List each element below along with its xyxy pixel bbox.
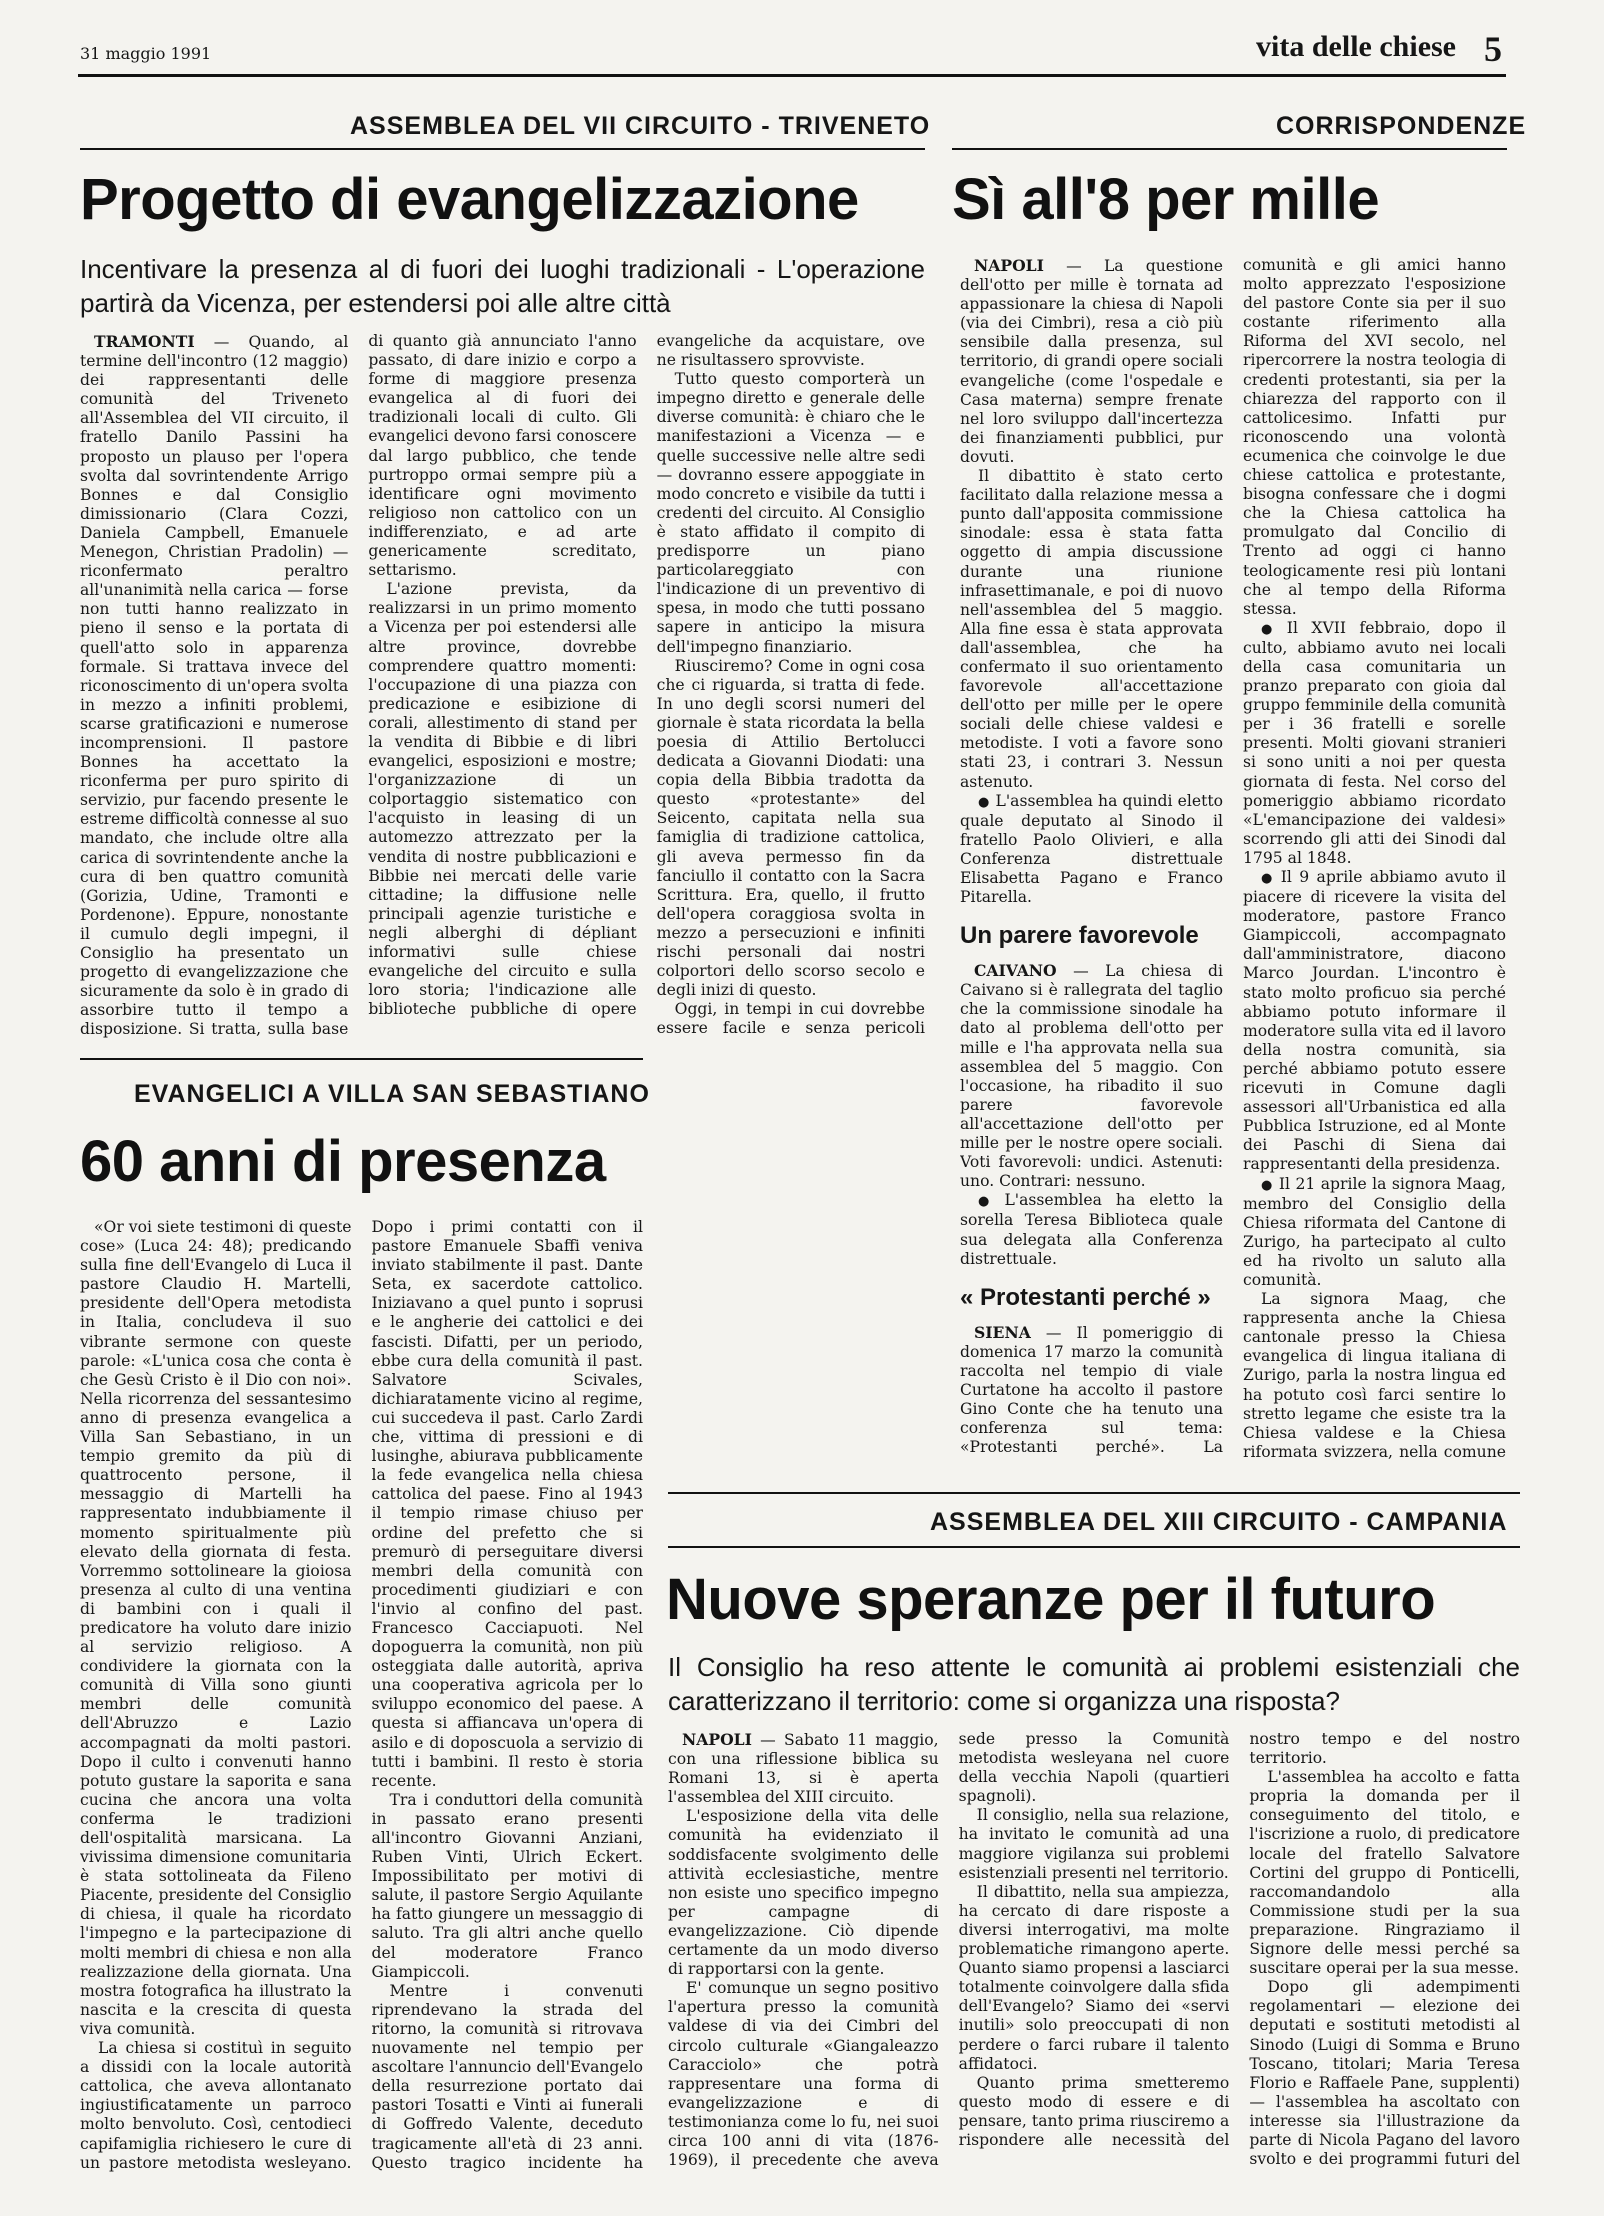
article2-location: NAPOLI <box>974 256 1044 275</box>
bullet-icon: ● <box>978 794 990 810</box>
article4-paragraph: Il consiglio, nella sua relazione, ha invitato le comunità ad una maggiore vigilanza sui problemi esistenziali presenti nel territorio. <box>958 1806 1230 1882</box>
article1-paragraph: Tutto questo comporterà un impegno diretto e generale delle diverse comunità: è chiaro che le manifestazioni a Vicenza — e quelle successive nelle altre sedi — dovranno essere appoggiate in modo concreto e visibile da tutti i credenti del circuito. Al Consiglio è stato affidato il compito di predisporre un piano particolareggiato con l'indicazione di un preventivo di spesa, in modo che tutti possano sapere in anticipo la misura dell'impegno finanziario. <box>656 370 925 656</box>
article2-kicker: CORRISPONDENZE <box>1276 112 1527 140</box>
header-rule <box>78 74 1506 77</box>
article2-sub1-location: CAIVANO <box>974 961 1057 981</box>
article2-paragraph: NAPOLI — La questione dell'otto per mille è tornata ad appassionare la chiesa di Napoli (via dei Cimbri), resa a ciò più sensibile dalla presenza, sul territorio, di grandi opere sociali evangeliche (come l'ospedale e Casa materna) sempre frenate nel loro sviluppo dall'incertezza dei finanziamenti pubblici, pur dovuti. <box>960 256 1223 466</box>
article2-sub1-heading: Un parere favorevole <box>960 922 1199 950</box>
article3-paragraph: Mentre i convenuti riprendevano la strada del ritorno, la comunità si ritrovava nuovamente nel tempio per ascoltare l'annuncio dell'Evangelo della resurrezione portato dai pastori Tosatti e Vinti ai funerali di Goffredo Valente, deceduto tragicamente all'età di 23 anni. Questo tragico incidente ha <box>371 1981 643 2172</box>
bullet-icon: ● <box>1261 621 1281 637</box>
bullet-icon: ● <box>1261 1177 1273 1193</box>
article1-kicker: ASSEMBLEA DEL VII CIRCUITO - TRIVENETO <box>350 112 931 140</box>
article2-paragraph: ● L'assemblea ha quindi eletto quale deputato al Sinodo il fratello Paolo Olivieri, e alla Conferenza distrettuale Elisabetta Pagano e Franco Pitarella. <box>960 791 1223 907</box>
article2-title: Sì all'8 per mille <box>952 167 1380 232</box>
article2-sub2-paragraph: ● Il 21 aprile la signora Maag, membro del Consiglio della Chiesa riformata del Cantone di Zurigo, ha partecipato al culto ed ha rivolto un saluto alla comunità. <box>1243 1174 1506 1289</box>
article2-sub1-paragraph: ● L'assemblea ha eletto la sorella Teresa Biblioteca quale sua delegata alla Conferenza distrettuale. <box>960 1191 1223 1268</box>
article2-sub2-location: SIENA <box>974 1322 1031 1342</box>
article3-title: 60 anni di presenza <box>80 1129 606 1194</box>
article1-paragraph: Oggi, in tempi in cui dovrebbe essere facile e senza pericoli <box>656 1000 925 1038</box>
article4-subtitle: Il Consiglio ha reso attente le comunità ai problemi esistenziali che caratterizzano il territorio: come si organizza una risposta? <box>668 1652 1520 1716</box>
article4-paragraph: Il dibattito, nella sua ampiezza, ha cercato di dare risposte a diversi interrogativi, ma molte problematiche rimangono aperte. Quanto siamo propensi a lasciarci totalmente coinvolgere dalla sfida dell'Evangelo? Siamo dei «servi inutili» solo preoccupati di non perdere o farci rubare il talento affidatoci. <box>958 1882 1230 2073</box>
article1-subtitle: Incentivare la presenza al di fuori dei luoghi tradizionali - L'operazione partirà da Vicenza, per estendersi poi alle altre città <box>80 254 925 318</box>
article4-title: Nuove speranze per il futuro <box>666 1567 1436 1632</box>
article2-sub2-paragraph: ● Il XVII febbraio, dopo il culto, abbiamo avuto nei locali della casa comunitaria un pranzo preparato con gioia dal gruppo femminile della comunità per i 36 fratelli e sorelle presenti. Molti giovani stranieri si sono uniti a noi per questa giornata di festa. Nel corso del pomeriggio abbiamo ricordato «L'emancipazione dei valdesi» scorrendo gli atti dei Sinodi dal 1795 al 1848. <box>1243 618 1506 867</box>
article4-paragraph: NAPOLI — Sabato 11 maggio, con una riflessione biblica su Romani 13, si è aperta l'assemblea del XIII circuito. <box>668 1730 939 1807</box>
article1-paragraph: Riusciremo? Come in ogni cosa che ci riguarda, si tratta di fede. In uno degli scorsi numeri del giornale è stata ricordata la bella poesia di Attilio Bertolucci dedicata a Giovanni Diodati: una copia della Bibbia tradotta da questo «protestante» del Seicento, capitata nella sua famiglia di tradizione cattolica, gli aveva permesso fin da fanciullo il contatto con la Sacra Scrittura. Era, quello, il frutto dell'opera coraggiosa svolta in mezzo a persecuzioni e infiniti rischi personali dai nostri colportori dello scorso secolo e degli inizi di questo. <box>656 656 925 1000</box>
article4-kicker: ASSEMBLEA DEL XIII CIRCUITO - CAMPANIA <box>930 1508 1508 1536</box>
bullet-icon: ● <box>1261 871 1275 886</box>
article4-paragraph: L'assemblea ha accolto e fatta propria la domanda per il conseguimento del titolo, e l'iscrizione a ruolo, di predicatore locale del fratello Salvatore Cortini del gruppo di Ponticelli, raccomandandolo alla Commissione studi per la sua preparazione. Ringraziamo il Signore delle messi perché sa suscitare operai per la sua messe. <box>1249 1768 1520 1978</box>
article2-kicker-rule <box>952 148 1507 150</box>
article1-paragraph: L'azione prevista, da realizzarsi in un primo momento a Vicenza per poi estendersi alle altre province, dovrebbe comprendere quattro momenti: l'occupazione di una piazza con predicazione e esibizione di corali, allestimento di stand per la vendita di Bibbie e di libri evangelici, esposizioni e mostre; l'organizzazione di un colportaggio sistematico con l'acquisto in leasing di un automezzo attrezzato per la vendita di nostre pubblicazioni e Bibbie nei mercati delle varie cittadine; la diffusione nelle principali agenzie turistiche e negli alberghi di dépliant informativi sulle chiese evangeliche del circuito e sulla loro storia; l'indicazione alle biblioteche pubbliche di opere evangeliche da acquistare, ove ne risultassero sprovviste. <box>368 332 925 1019</box>
article1-title: Progetto di evangelizzazione <box>80 167 859 232</box>
article1-paragraph: TRAMONTI — Quando, al termine dell'incontro (12 maggio) dei rappresentanti delle comunità del Triveneto all'Assemblea del VII circuito, il fratello Danilo Passini ha proposto un plauso per l'opera svolta dal sovrintendente Arrigo Bonnes e dal Consiglio dimissionario (Clara Cozzi, Daniela Campbell, Emanuele Menegon, Christian Pradolin) — riconfermato peraltro all'unanimità nella carica — forse non tutti hanno realizzato in pieno il senso e la portata di quell'atto solo in apparenza formale. Si trattava invece del riconoscimento di un'opera svolta in mezzo a infiniti problemi, scarse gratificazioni e numerose incomprensioni. Il pastore Bonnes ha accettato la riconferma per puro spirito di servizio, pur facendo presente le estreme difficoltà connesse al suo mandato, che include oltre alla carica di sovrintendente anche la cura di ben quattro comunità (Gorizia, Udine, Tramonti e Pordenone). Eppure, nonostante il cumulo degli impegni, il Consiglio ha presentato un progetto di evangelizzazione che sicuramente da solo è in grado di assorbire tutto il tempo a disposizione. Si tratta, sulla base di quanto già annunciato l'anno passato, di dare inizio e corpo a forme di maggiore presenza evangelica al di fuori dei tradizionali locali di culto. Gli evangelici devono farsi conoscere dal largo pubblico, che tende purtroppo ormai sempre più a identificare ogni movimento religioso non cattolico con un indifferenziato, e ad arte genericamente screditato, settarismo. <box>80 332 637 1039</box>
article3-paragraph: Tra i conduttori della comunità in passato erano presenti all'incontro Giovanni Anziani, Ruben Vinti, Ulrich Eckert. Impossibilitato per motivi di salute, il pastore Sergio Aquilante ha fatto giungere un messaggio di saluto. Tra gli altri anche quello del moderatore Franco Giampiccoli. <box>371 1790 643 1981</box>
article2-paragraph: Il dibattito è stato certo facilitato dalla relazione messa a punto dall'apposita commissione sinodale: essa è stata fatta oggetto di ampia discussione durante una riunione infrasettimanale, e poi di nuovo nell'assemblea del 5 maggio. Alla fine essa è stata approvata dall'assemblea, che ha confermato il suo orientamento favorevole all'accettazione dell'otto per mille per le opere sociali delle chiese valdesi e metodiste. I voti a favore sono stati 23, i contrari 3. Nessun astenuto. <box>960 467 1223 791</box>
article2-sub2-paragraph: ● Il 9 aprile abbiamo avuto il piacere di ricevere la visita del moderatore, pastore Franco Giampiccoli, accompagnato dall'amministratore, diacono Marco Jourdan. L'incontro è stato molto proficuo sia perché abbiamo potuto informare il moderatore sulla vita ed il lavoro della nostra comunità, sia perché abbiamo potuto essere ricevuti in Comune dagli assessori all'Urbanistica ed alla Pubblica Istruzione, ed al Monte dei Paschi di Siena dai rappresentanti della presidenza. <box>1243 868 1506 1174</box>
article4-paragraph: Dopo gli adempimenti regolamentari — elezione dei deputati e sostituti metodisti al Sinodo (Luigi di Somma e Bruno Toscano, titolari; Maria Teresa Florio e Raffaele Pane, supplenti) — l'assemblea ha ascoltato con interesse sia l'illustrazione da parte di Nicola Pagano del lavoro svolto e dei programmi futuri del <box>1249 1978 1520 2169</box>
article4-kicker-rule <box>668 1546 1520 1548</box>
article2-body <box>960 256 1506 1468</box>
article2-sub2-paragraph: La signora Maag, che rappresenta anche la Chiesa cantonale presso la Chiesa evangelica di lingua italiana di Zurigo, parla la nostra lingua ed ha potuto così farci sentire lo stretto legame che esiste tra la Chiesa valdese e la Chiesa riformata svizzera, nella comune <box>1243 1290 1506 1461</box>
article4-body <box>668 1730 1520 2188</box>
article3-top-rule <box>80 1058 643 1060</box>
article2-sub2-heading: « Protestanti perché » <box>960 1283 1211 1311</box>
section-title: vita delle chiese <box>1256 30 1456 63</box>
article4-location: NAPOLI <box>682 1730 752 1749</box>
article3-paragraph: «Or voi siete testimoni di queste cose» (Luca 24: 48); predicando sulla fine dell'Evangelo di Luca il pastore Claudio H. Martelli, presidente dell'Opera metodista in Italia, concludeva il suo vibrante sermone con queste parole: «L'unica cosa che conta è che Gesù Cristo è il Dio con noi». Nella ricorrenza del sessantesimo anno di presenza evangelica a Villa San Sebastiano, in un tempio gremito da più di quattrocento persone, il messaggio di Martelli ha rappresentato indubbiamente il momento spiritualmente più elevato della giornata di festa. Vorremmo sottolineare la gioiosa presenza al culto di una ventina di bambini con i quali il predicatore ha voluto dare inizio al servizio religioso. A condividere la giornata con la comunità di Villa sono giunti membri delle comunità dell'Abruzzo e Lazio accompagnati da molti pastori. Dopo il culto i convenuti hanno potuto gustare la saporita e sana cucina che ancora una volta conferma le tradizioni dell'ospitalità marsicana. La vivissima dimensione comunitaria è stata sottolineata da Fileno Piacente, presidente del Consiglio di chiesa, il quale ha ricordato l'impegno e la partecipazione di molti membri di chiesa e non alla realizzazione della giornata. Una mostra fotografica ha illustrato la nascita e la crescita di questa viva comunità. <box>80 1218 352 2038</box>
article2-sub2-paragraph: SIENA — Il pomeriggio di domenica 17 marzo la comunità raccolta nel tempio di viale Curtatone ha accolto il pastore Gino Conte che ha tenuto una conferenza sul tema: «Protestanti perché». La comunità e gli amici hanno molto apprezzato l'esposizione del pastore Conte sia per il suo costante riferimento alla Riforma del XVI secolo, nel ripercorrere la nostra teologia di credenti protestanti, sia per la chiarezza del rapporto con il cattolicesimo. Infatti pur riconoscendo una volontà ecumenica che coinvolge le due chiese cattolica e protestante, bisogna confessare che i dogmi che la Chiesa cattolica ha promulgato dal Concilio di Trento ad oggi ci hanno teologicamente resi più lontani che al tempo della Riforma stessa. <box>960 256 1506 1457</box>
page-number: 5 <box>1484 29 1502 69</box>
article4-paragraph: E' comunque un segno positivo l'apertura presso la comunità valdese di via dei Cimbri del circolo culturale «Giangaleazzo Caracciolo» che potrà rappresentare una forma di evangelizzazione e di testimonianza come lo fu, nei suoi circa 100 anni di vita (1876-1969), il precedente che aveva sede presso la Comunità metodista wesleyana nel cuore della vecchia Napoli (quartieri spagnoli). <box>668 1730 1230 2170</box>
issue-date: 31 maggio 1991 <box>80 44 212 63</box>
article4-paragraph: Quanto prima smetteremo questo modo di essere e di pensare, tanto prima riusciremo a rispondere alle necessità del nostro tempo e del nostro territorio. <box>958 1730 1520 2149</box>
article1-body <box>80 332 925 1042</box>
article1-location: TRAMONTI <box>94 332 195 351</box>
article4-paragraph: L'esposizione della vita delle comunità ha evidenziato il soddisfacente svolgimento delle attività ecclesiastiche, mentre non esiste uno specifico impegno per campagne di evangelizzazione. Ciò dipende certamente da un modo diverso di rapportarsi con la gente. <box>668 1807 939 1979</box>
article3-kicker: EVANGELICI A VILLA SAN SEBASTIANO <box>134 1080 650 1108</box>
article3-paragraph: La chiesa si costituì in seguito a dissidi con la locale autorità cattolica, che aveva allontanato ingiustificatamente un parroco molto benvoluto. Così, centodieci capifamiglia richiesero le cure di un pastore metodista wesleyano. Dopo i primi contatti con il pastore Emanuele Sbaffi veniva inviato stabilmente il past. Dante Seta, ex sacerdote cattolico. Iniziavano a quel punto i soprusi e le angherie dei cattolici e dei fascisti. Difatti, per un periodo, ebbe cura della comunità il past. Salvatore Scivales, dichiaratamente vicino al regime, cui succedeva il past. Carlo Zardi che, vittima di pressioni e di lusinghe, abiurava pubblicamente la fede evangelica nella chiesa cattolica del paese. Fino al 1943 il tempio rimase chiuso per ordine del prefetto che si premurò di perseguitare diversi membri della comunità con procedimenti giudiziari e con l'invio al confino del past. Francesco Cacciapuoti. Nel dopoguerra la comunità, non più osteggiata dalle autorità, apriva una cooperativa agricola per lo sviluppo economico del paese. A questa si affiancava un'opera di asilo e di doposcuola a servizio di tutti i bambini. Il resto è storia recente. <box>80 1218 643 2172</box>
article3-body <box>80 1218 643 2188</box>
article2-sub1-paragraph: CAIVANO — La chiesa di Caivano si è rallegrata del taglio che la commissione sinodale ha dato al problema dell'otto per mille e l'ha approvata nella sua assemblea del 5 maggio. Con l'occasione, ha ribadito il suo parere favorevole all'accettazione dell'otto per mille per le nostre opere sociali. Voti favorevoli: undici. Astenuti: uno. Contrari: nessuno. <box>960 961 1223 1191</box>
bullet-icon: ● <box>978 1194 999 1210</box>
article1-kicker-rule <box>80 148 925 150</box>
article4-top-rule <box>668 1492 1520 1494</box>
